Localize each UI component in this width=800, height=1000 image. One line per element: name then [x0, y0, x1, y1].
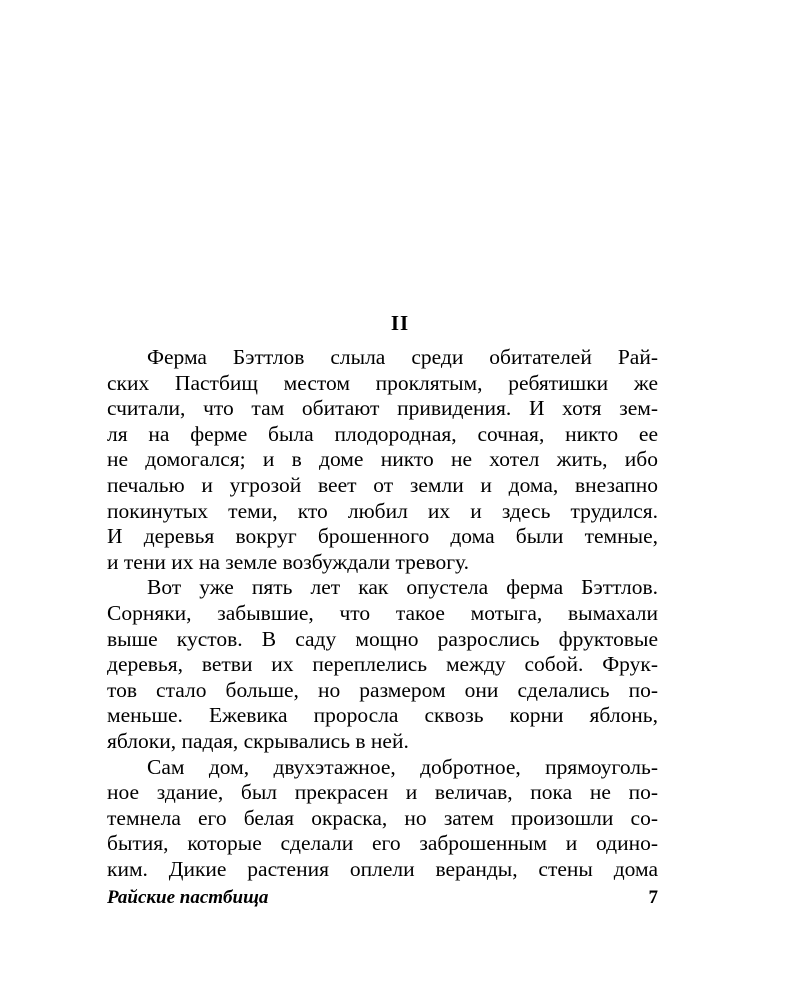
text-line: яблоки, падая, скрывались в ней.: [107, 728, 409, 753]
text-line: Ферма Бэттлов слыла среди обитателей Рай-: [147, 345, 658, 369]
text-line: деревья, ветви их переплелись между собой. Фрук-: [107, 652, 658, 677]
text-line: считали, что там обитают привидения. И хотя зем-: [107, 396, 658, 421]
text-line: тов стало больше, но размером они сделались по-: [107, 677, 658, 702]
text-line: печалью и угрозой веет от земли и дома, внезапно: [107, 472, 658, 497]
page-number: 7: [648, 887, 658, 908]
text-line: Вот уже пять лет как опустела ферма Бэттлов.: [147, 575, 658, 600]
text-line: И деревья вокруг брошенного дома были темные,: [107, 524, 658, 549]
text-line: Сам дом, двухэтажное, добротное, прямоуголь-: [147, 754, 658, 779]
text-line: ских Пастбищ местом проклятым, ребятишки же: [107, 370, 658, 395]
text-line: ким. Дикие растения оплели веранды, стены дома: [107, 856, 658, 881]
text-line: ное здание, был прекрасен и величав, пока не по-: [107, 780, 658, 805]
running-footer-book-title: Райские пастбища: [107, 887, 269, 908]
text-line: и тени их на земле возбуждали тревогу.: [107, 549, 470, 574]
text-line: темнела его белая окраска, но затем произошли со-: [107, 805, 658, 830]
text-line: Сорняки, забывшие, что такое мотыга, вымахали: [107, 600, 658, 625]
text-line: не домогался; и в доме никто не хотел жить, ибо: [107, 447, 658, 472]
chapter-heading: II: [390, 311, 410, 335]
text-line: бытия, которые сделали его заброшенным и одино-: [107, 831, 658, 856]
text-line: ля на ферме была плодородная, сочная, никто ее: [107, 421, 658, 446]
text-line: меньше. Ежевика проросла сквозь корни яблонь,: [107, 703, 658, 728]
body-text: [107, 345, 658, 882]
text-line: выше кустов. В саду мощно разрослись фруктовые: [107, 626, 658, 651]
text-line: покинутых теми, кто любил их и здесь трудился.: [107, 498, 658, 523]
